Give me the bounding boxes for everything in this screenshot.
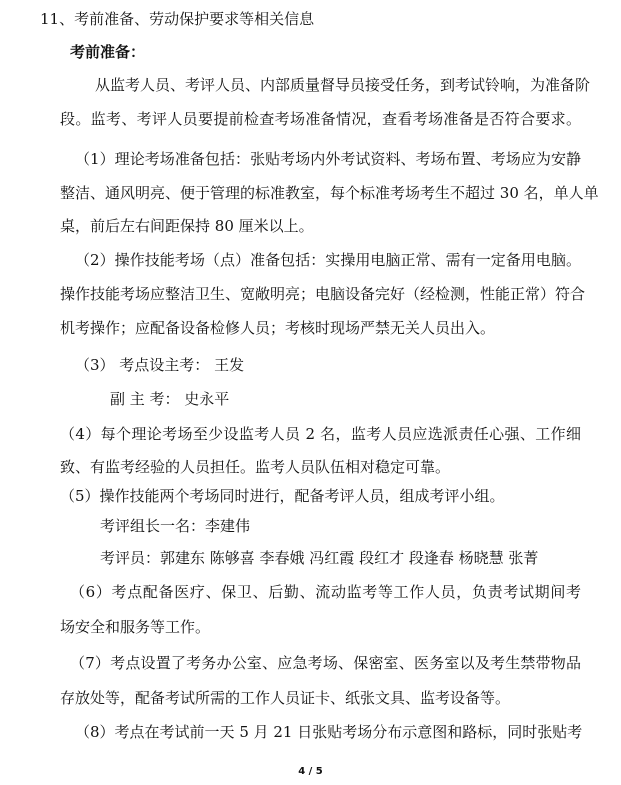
paragraph-line: 段。监考、考评人员要提前检查考场准备情况，查看考场准备是否符合要求。 <box>60 110 581 128</box>
deputy-examiner-line: 副 主 考： 史永平 <box>110 390 230 408</box>
paragraph-line: 机考操作；应配备设备检修人员；考核时现场严禁无关人员出入。 <box>60 319 496 337</box>
paragraph-line: 场安全和服务等工作。 <box>60 618 211 636</box>
paragraph-line: （8）考点在考试前一天 5 月 21 日张贴考场分布示意图和路标，同时张贴考 <box>75 723 583 741</box>
paragraph-line: （6）考点配备医疗、保卫、后勤、流动监考等工作人员，负责考试期间考 <box>70 583 581 601</box>
team-leader-line: 考评组长一名：李建伟 <box>100 517 251 535</box>
paragraph-line: 操作技能考场应整洁卫生、宽敞明亮；电脑设备完好（经检测，性能正常）符合 <box>60 285 586 303</box>
paragraph-line: 从监考人员、考评人员、内部质量督导员接受任务，到考试铃响，为准备阶 <box>95 76 591 94</box>
section-heading: 11、考前准备、劳动保护要求等相关信息 <box>40 10 315 28</box>
examiners-line: 考评员：郭建东 陈够喜 李春娥 冯红霞 段红才 段逢春 杨晓慧 张菁 <box>100 549 539 567</box>
paragraph-line: （7）考点设置了考务办公室、应急考场、保密室、医务室以及考生禁带物品 <box>70 654 581 672</box>
paragraph-line: （1）理论考场准备包括：张贴考场内外考试资料、考场布置、考场应为安静 <box>75 150 581 168</box>
paragraph-line: （4）每个理论考场至少设监考人员 2 名，监考人员应选派责任心强、工作细 <box>60 425 581 443</box>
paragraph-line: （2）操作技能考场（点）准备包括：实操用电脑正常、需有一定备用电脑。 <box>75 251 581 269</box>
paragraph-line: 存放处等，配备考试所需的工作人员证卡、纸张文具、监考设备等。 <box>60 689 511 707</box>
paragraph-line: （5）操作技能两个考场同时进行，配备考评人员，组成考评小组。 <box>60 487 505 505</box>
page-number: 4 / 5 <box>298 766 323 777</box>
paragraph-line: 桌，前后左右间距保持 80 厘米以上。 <box>60 217 314 235</box>
paragraph-line: 整洁、通风明亮、便于管理的标准教室，每个标准考场考生不超过 30 名，单人单 <box>60 184 599 202</box>
chief-examiner-line: （3） 考点设主考： 王发 <box>75 356 245 374</box>
paragraph-line: 致、有监考经验的人员担任。监考人员队伍相对稳定可靠。 <box>60 458 451 476</box>
subheading: 考前准备： <box>70 43 146 61</box>
